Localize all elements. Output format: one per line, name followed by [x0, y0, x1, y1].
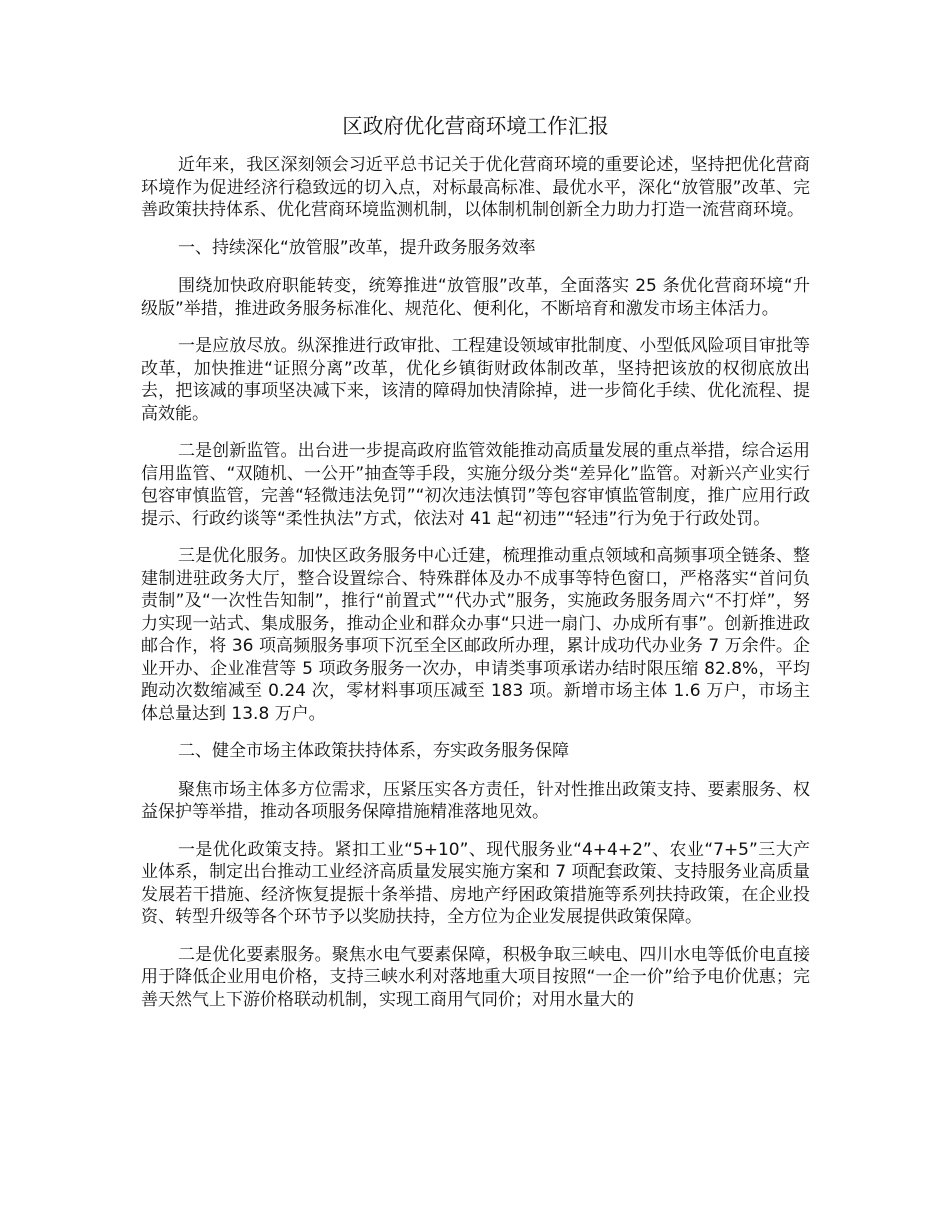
paragraph: 围绕加快政府职能转变，统筹推进“放管服”改革，全面落实 25 条优化营商环境“升级版”举措，推进政务服务标准化、规范化、便利化，不断培育和激发市场主体活力。	[141, 276, 810, 319]
paragraph: 一是优化政策支持。紧扣工业“5+10”、现代服务业“4+4+2”、农业“7+5”三大产业体系，制定出台推动工业经济高质量发展实施方案和 7 项配套政策、支持服务业高质量发展若干措施、经济恢复提振十条举措、房地产纾困政策措施等系列扶持政策，在企业投资、转型升级等各个环节予以奖励扶持，全方位为企业发展提供政策保障。	[141, 839, 810, 927]
document-title: 区政府优化营商环境工作汇报	[342, 114, 609, 138]
paragraph: 一是应放尽放。纵深推进行政审批、工程建设领域审批制度、小型低风险项目审批等改革，加快推进“证照分离”改革，优化乡镇街财政体制改革，坚持把该放的权彻底放出去，把该减的事项坚决减下来，该清的障碍加快清除掉，进一步简化手续、优化流程、提高效能。	[141, 336, 810, 424]
paragraph: 二是优化要素服务。聚焦水电气要素保障，积极争取三峡电、四川水电等低价电直接用于降低企业用电价格，支持三峡水利对落地重大项目按照“一企一价”给予电价优惠；完善天然气上下游价格联动机制，实现工商用气同价；对用水量大的	[141, 944, 810, 1010]
paragraph: 三是优化服务。加快区政务服务中心迁建，梳理推动重点领域和高频事项全链条、整建制进驻政务大厅，整合设置综合、特殊群体及办不成事等特色窗口，严格落实“首问负责制”及“一次性告知制”，推行“前置式”“代办式”服务，实施政务服务周六“不打烊”，努力实现一站式、集成服务，推动企业和群众办事“只进一扇门、办成所有事”。创新推进政邮合作，将 36 项高频服务事项下沉至全区邮政所办理，累计成功代办业务 7 万余件。企业开办、企业准营等 5 项政务服务一次办，申请类事项承诺办结时限压缩 82.8%，平均跑动次数缩减至 0.24 次，零材料事项压减至 183 项。新增市场主体 1.6 万户，市场主体总量达到 13.8 万户。	[141, 546, 810, 724]
paragraph: 二是创新监管。出台进一步提高政府监管效能推动高质量发展的重点举措，综合运用信用监管、“双随机、一公开”抽查等手段，实施分级分类“差异化”监管。对新兴产业实行包容审慎监管，完善“轻微违法免罚”“初次违法慎罚”等包容审慎监管制度，推广应用行政提示、行政约谈等“柔性执法”方式，依法对 41 起“初违”“轻违”行为免于行政处罚。	[141, 441, 810, 529]
section-heading-1: 一、持续深化“放管服”改革，提升政务服务效率	[178, 237, 536, 258]
paragraph-intro: 近年来，我区深刻领会习近平总书记关于优化营商环境的重要论述，坚持把优化营商环境作为促进经济行稳致远的切入点，对标最高标准、最优水平，深化“放管服”改革、完善政策扶持体系、优化营商环境监测机制，以体制机制创新全力助力打造一流营商环境。	[141, 155, 810, 220]
section-heading-2: 二、健全市场主体政策扶持体系，夯实政务服务保障	[178, 741, 569, 761]
paragraph: 聚焦市场主体多方位需求，压紧压实各方责任，针对性推出政策支持、要素服务、权益保护等举措，推动各项服务保障措施精准落地见效。	[141, 779, 810, 822]
